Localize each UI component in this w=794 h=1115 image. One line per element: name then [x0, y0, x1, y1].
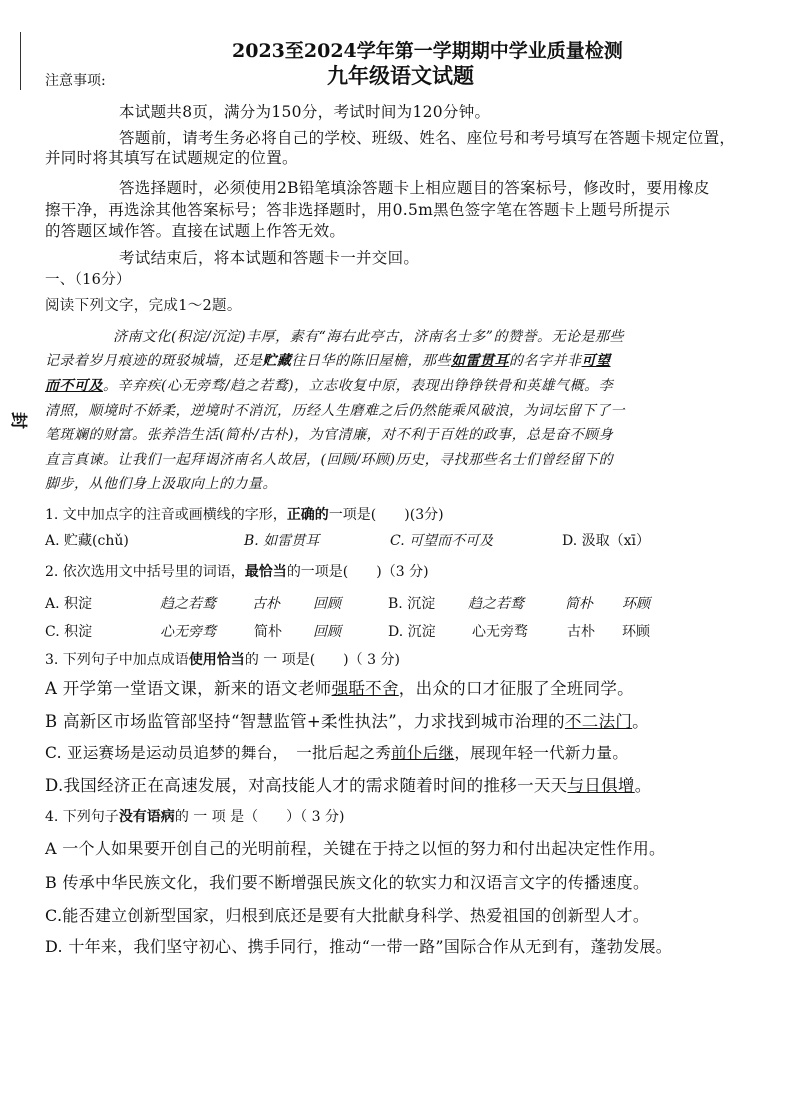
passage-line-2 [45, 350, 611, 370]
passage-line-1: 济南文化(积淀/沉淀)丰厚，素有“海右此亭古，济南名士多”的赞誉。无论是那些 [113, 329, 624, 345]
question-3-stem [45, 649, 400, 669]
notice-line-4: 考试结束后，将本试题和答题卡一并交回。 [119, 249, 420, 267]
option-text: C. 亚运赛场是运动员追梦的舞台， 一批后起之秀 [45, 744, 392, 762]
notice-line-2a: 答题前，请考生务必将自己的学校、班级、姓名、座位号和考号填写在答题卡规定位置， [119, 129, 736, 147]
idiom: 不二法门 [564, 712, 633, 731]
passage-line-6: 直言真谏。让我们一起拜谒济南名人故居，(回顾/环顾)历史，寻找那些名士们曾经留下的 [45, 452, 614, 468]
passage-text: 往日华的陈旧屋檐，那些 [291, 353, 451, 369]
q4-option-a: A 一个人如果要开创自己的光明前程，关键在于持之以恒的努力和付出起决定性作用。 [45, 839, 666, 858]
stem-emphasis: 没有语病 [118, 809, 175, 825]
option-text: A 开学第一堂语文课，新来的语文老师 [45, 679, 332, 698]
q2-option-b-word: 环顾 [622, 596, 650, 612]
q4-option-d: D. 十年来，我们坚守初心、携手同行，推动“一带一路”国际合作从无到有，蓬勃发展。 [45, 937, 673, 956]
stem-text: 3. 下列句子中加点成语 [45, 652, 189, 668]
section-instruction: 阅读下列文字，完成1～2题。 [45, 298, 242, 314]
notice-line-1: 本试题共8页，满分为150分，考试时间为120分钟。 [119, 103, 491, 121]
option-text: D.我国经济正在高速发展，对高技能人才的需求随着时间的推移一天天 [45, 776, 568, 795]
exam-subtitle: 九年级语文试题 [327, 63, 474, 88]
passage-line-7: 脚步，从他们身上汲取向上的力量。 [45, 476, 277, 492]
idiom: 强聒不舍 [331, 679, 399, 698]
notice-line-3c: 的答题区域作答。直接在试题上作答无效。 [45, 222, 346, 240]
q4-option-c: C.能否建立创新型国家，归根到底还是要有大批献身科学、热爱祖国的创新型人才。 [45, 906, 650, 925]
q2-option-d-word: 环顾 [622, 624, 650, 640]
passage-line-5: 笔斑斓的财富。张养浩生活(简朴/古朴)，为官清廉，对不利于百姓的政事，总是奋不顾身 [45, 427, 614, 443]
q2-option-c: C. 积淀 [45, 624, 93, 640]
option-text: 。 [632, 712, 649, 731]
q3-option-c [45, 741, 628, 763]
stem-text: 4. 下列句子 [45, 809, 119, 825]
question-1-stem [45, 504, 444, 524]
underlined-word-kewang: 可望 [581, 353, 611, 369]
binding-line [20, 32, 21, 90]
q1-option-a: A. 贮藏(chǔ) [45, 533, 129, 549]
underlined-word-rulei: 如雷贯耳 [451, 353, 509, 369]
q2-option-c-word: 简朴 [254, 624, 282, 640]
passage-line-4: 清照，顺境时不娇柔，逆境时不消沉，历经人生磨难之后仍然能乘风破浪，为词坛留下了一 [45, 403, 625, 419]
binding-mark: 封 [8, 412, 28, 429]
question-4-stem [45, 806, 344, 826]
stem-emphasis: 使用恰当 [188, 652, 245, 668]
stem-text: 的 一 项 是（ ）（ 3 分) [174, 809, 345, 825]
q1-option-c: C. 可望而不可及 [390, 533, 494, 549]
q2-option-d: D. 沉淀 [388, 624, 436, 640]
q2-option-a-word: 回顾 [313, 596, 341, 612]
notice-line-2b: 并同时将其填写在试题规定的位置。 [45, 149, 298, 167]
option-text: ，展现年轻一代新力量。 [454, 744, 629, 762]
stem-emphasis: 最恰当 [244, 564, 287, 580]
q2-option-a-word: 古朴 [252, 596, 280, 612]
q1-option-d: D. 汲取（xī） [562, 533, 650, 549]
stem-emphasis: 正确的 [286, 507, 329, 523]
option-text: 。 [634, 776, 652, 795]
notice-line-3a: 答选择题时，必须使用2B铅笔填涂答题卡上相应题目的答案标号，修改时，要用橡皮 [119, 179, 710, 197]
section-heading: 一、（16分） [45, 272, 131, 288]
q2-option-c-word: 心无旁骛 [160, 624, 216, 640]
q2-option-a: A. 积淀 [45, 596, 93, 612]
underlined-word-bukeji: 而不可及 [45, 378, 103, 394]
q3-option-a [45, 675, 634, 699]
stem-text: 1. 文中加点字的注音或画横线的字形， [45, 507, 287, 523]
stem-text: 一项是( )(3分) [328, 507, 444, 523]
q1-option-b: B. 如雷贯耳 [244, 533, 320, 549]
idiom: 前仆后继 [391, 744, 455, 762]
option-text: B 高新区市场监管部坚持“智慧监管+柔性执法”，力求找到城市治理的 [45, 712, 565, 731]
option-text: ，出众的口才征服了全班同学。 [398, 679, 634, 698]
question-2-stem [45, 561, 429, 581]
passage-text: 记录着岁月痕迹的斑驳城墙，还是 [45, 353, 263, 369]
q3-option-d [45, 772, 652, 796]
q3-option-b [45, 708, 649, 732]
q2-option-c-word: 回顾 [313, 624, 341, 640]
stem-text: 的一项是( )（3 分) [286, 564, 429, 580]
q2-option-d-word: 心无旁骛 [472, 624, 528, 640]
passage-text: 。辛弃疾(心无旁骛/趋之若鹜)，立志收复中原，表现出铮铮铁骨和英雄气概。李 [103, 378, 614, 394]
q2-option-b-word: 趋之若鹜 [468, 596, 524, 612]
exam-title: 2023至2024学年第一学期期中学业质量检测 [232, 40, 623, 62]
notice-line-3b: 擦干净，再选涂其他答案标号；答非选择题时，用0.5m黑色签字笔在答题卡上题号所提示 [45, 201, 671, 219]
passage-text: 的名字并非 [509, 353, 582, 369]
q2-option-a-word: 趋之若鹜 [160, 596, 216, 612]
dotted-word-zhucang: 贮藏 [262, 353, 292, 369]
notice-label: 注意事项: [45, 73, 106, 89]
q2-option-b: B. 沉淀 [388, 596, 436, 612]
stem-text: 的 一 项是( )（ 3 分) [244, 652, 400, 668]
q2-option-b-word: 简朴 [565, 596, 593, 612]
q2-option-d-word: 古朴 [567, 624, 595, 640]
q4-option-b: B 传承中华民族文化，我们要不断增强民族文化的软实力和汉语言文字的传播速度。 [45, 873, 650, 892]
passage-line-3 [45, 375, 613, 395]
stem-text: 2. 依次选用文中括号里的词语， [45, 564, 245, 580]
idiom: 与日俱增 [567, 776, 635, 795]
